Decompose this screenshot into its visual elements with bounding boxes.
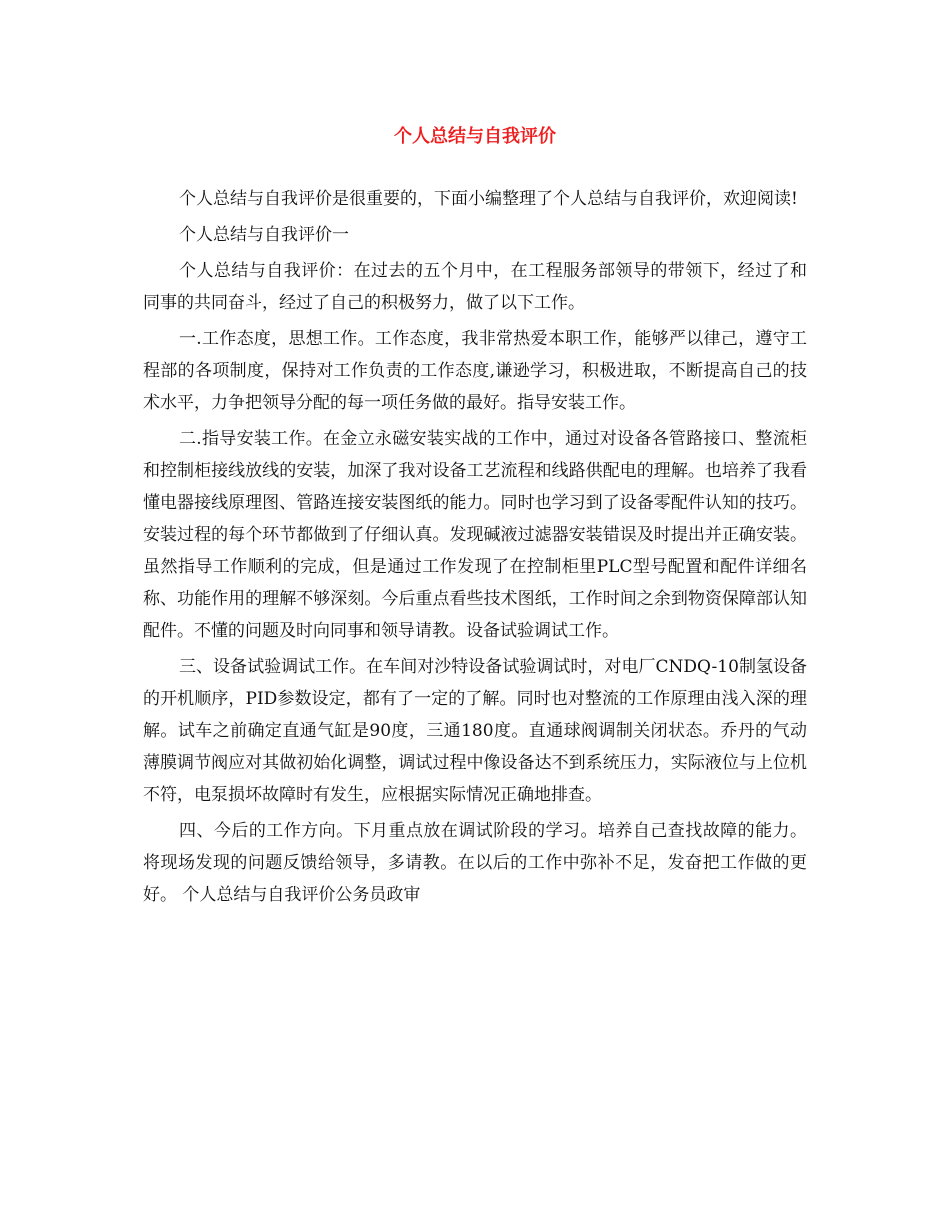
paragraph-section-1: 一.工作态度，思想工作。工作态度，我非常热爱本职工作，能够严以律己，遵守工程部的各项制度，保持对工作负责的工作态度,谦逊学习，积极进取，不断提高自己的技术水平，力争把领导分配的每一项任务做的最好。指导安装工作。 [143,329,807,413]
paragraph-subheading: 个人总结与自我评价一 [179,225,349,245]
document-body [143,183,807,915]
paragraph-section-2: 二.指导安装工作。在金立永磁安装实战的工作中，通过对设备各管路接口、整流柜和控制柜接线放线的安装，加深了我对设备工艺流程和线路供配电的理解。也培养了我看懂电器接线原理图、管路连接安装图纸的能力。同时也学习到了设备零配件认知的技巧。安装过程的每个环节都做到了仔细认真。发现碱液过滤器安装错误及时提出并正确安装。虽然指导工作顺利的完成，但是通过工作发现了在控制柜里PLC型号配置和配件详细名称、功能作用的理解不够深刻。今后重点看些技术图纸，工作时间之余到物资保障部认知配件。不懂的问题及时向同事和领导请教。设备试验调试工作。 [143,429,807,641]
paragraph-summary: 个人总结与自我评价：在过去的五个月中，在工程服务部领导的带领下，经过了和同事的共同奋斗，经过了自己的积极努力，做了以下工作。 [143,261,807,313]
document-title: 个人总结与自我评价 [394,126,556,147]
paragraph-intro: 个人总结与自我评价是很重要的，下面小编整理了个人总结与自我评价，欢迎阅读! [179,189,798,209]
paragraph-section-4: 四、今后的工作方向。下月重点放在调试阶段的学习。培养自己查找故障的能力。将现场发现的问题反馈给领导，多请教。在以后的工作中弥补不足，发奋把工作做的更好。 个人总结与自我评价公务员政审 [143,821,807,905]
paragraph-section-3: 三、设备试验调试工作。在车间对沙特设备试验调试时，对电厂CNDQ-10制氢设备的开机顺序，PID参数设定，都有了一定的了解。同时也对整流的工作原理由浅入深的理解。试车之前确定直通气缸是90度，三通180度。直通球阀调制关闭状态。乔丹的气动薄膜调节阀应对其做初始化调整，调试过程中像设备达不到系统压力，实际液位与上位机不符，电泵损坏故障时有发生，应根据实际情况正确地排查。 [143,657,807,805]
